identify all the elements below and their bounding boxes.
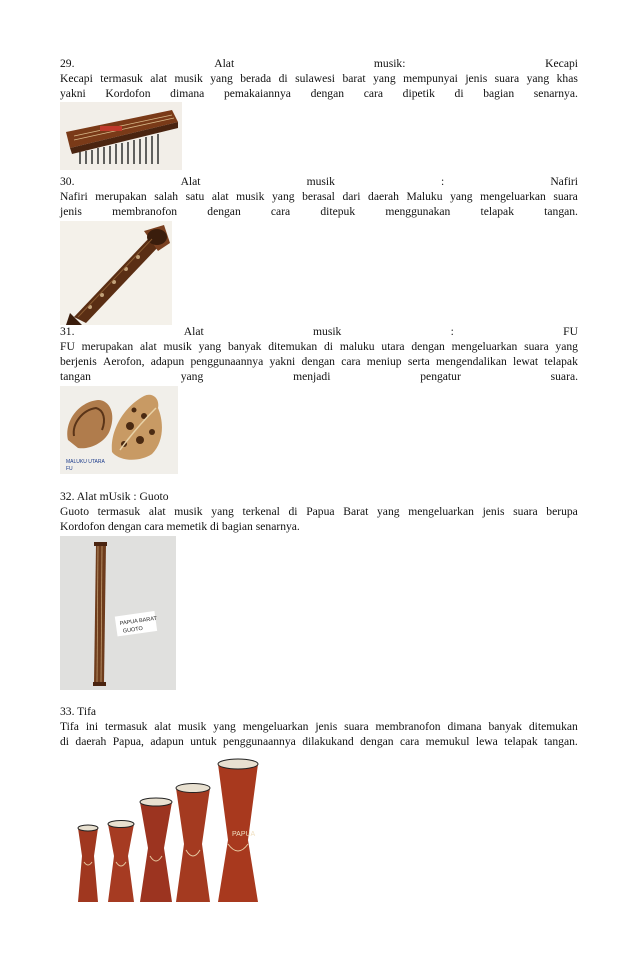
word: yakni	[269, 355, 296, 368]
body-line	[60, 204, 578, 219]
word: berasal	[302, 190, 335, 203]
word: dengan	[207, 205, 241, 218]
word: meniup	[366, 355, 402, 368]
kecapi-photo	[60, 102, 182, 170]
word: yang	[211, 505, 234, 518]
word: jenis	[465, 72, 488, 85]
word: di	[278, 72, 288, 85]
word: banyak	[227, 340, 262, 353]
word: telapak	[504, 735, 538, 748]
word: suara.	[550, 370, 578, 383]
word: alat	[154, 720, 172, 733]
word: tangan	[60, 370, 91, 383]
word: cara	[399, 735, 420, 748]
body-line	[60, 369, 578, 384]
word: dipetik	[402, 87, 435, 100]
body-line	[60, 504, 578, 519]
word: merupakan	[95, 190, 147, 203]
word: lewat	[513, 355, 539, 368]
word: cara	[270, 205, 291, 218]
entry-heading	[60, 174, 578, 189]
body-line	[60, 339, 578, 354]
word: musik	[174, 72, 203, 85]
word: di	[454, 87, 464, 100]
word: dengan	[310, 87, 345, 100]
word: yang	[180, 370, 204, 383]
word: banyak	[488, 720, 522, 733]
word: yang	[526, 72, 550, 85]
body-line	[60, 734, 578, 749]
body-line: Kordofon dengan cara memetik di bagian senarnya.	[60, 520, 300, 533]
photo-caption: GUOTO	[122, 625, 144, 635]
word: alat	[150, 72, 167, 85]
word: berada	[240, 72, 272, 85]
word: dengan	[301, 355, 335, 368]
heading-word: FU	[563, 325, 578, 338]
word: dengan	[360, 735, 394, 748]
word: suara	[553, 190, 578, 203]
word: ditemukan	[528, 720, 578, 733]
word: ini	[85, 720, 99, 733]
entry-33	[60, 704, 578, 749]
tifa-photo	[60, 752, 270, 904]
word: serta	[407, 355, 430, 368]
word: Kecapi	[60, 72, 93, 85]
word: musik	[236, 190, 265, 203]
word: satu	[185, 190, 205, 203]
heading-word: musik:	[373, 57, 406, 70]
word: dimana	[170, 87, 205, 100]
word: yang	[210, 72, 233, 85]
heading-word: 30.	[60, 175, 75, 188]
word: dilakukand	[302, 735, 354, 748]
word: jenis	[315, 720, 338, 733]
word: khas	[556, 72, 578, 85]
word: bagian	[483, 87, 515, 100]
body-line	[60, 719, 578, 734]
word: jenis	[482, 505, 505, 518]
body-line	[60, 189, 578, 204]
entry-heading: 32. Alat mUsik : Guoto	[60, 490, 169, 503]
entry-heading	[60, 56, 578, 71]
word: ditemukan	[268, 340, 318, 353]
word: mengeluarkan	[242, 720, 309, 733]
drum-label: PAPUA	[232, 831, 256, 838]
photo-caption: MALUKU UTARA	[66, 459, 105, 465]
word: Tifa	[60, 720, 79, 733]
word: suara	[344, 720, 369, 733]
body-line	[60, 71, 578, 86]
heading-word: :	[450, 325, 454, 338]
word: berupa	[546, 505, 578, 518]
word: cara	[341, 355, 361, 368]
word: menggunakan	[385, 205, 451, 218]
word: penggunaannya	[223, 735, 296, 748]
word: cara	[363, 87, 384, 100]
word: yang	[555, 340, 578, 353]
heading-word: Nafiri	[550, 175, 578, 188]
word: suara	[513, 505, 538, 518]
guoto-photo	[60, 536, 176, 690]
word: Papua,	[112, 735, 144, 748]
word: mengeluarkan	[480, 190, 546, 203]
word: memukul	[425, 735, 470, 748]
word: Nafiri	[60, 190, 88, 203]
word: Guoto	[60, 505, 89, 518]
heading-word: musik	[306, 175, 335, 188]
word: Maluku	[406, 190, 443, 203]
word: mengeluarkan	[408, 505, 474, 518]
nafiri-photo	[60, 221, 172, 325]
word: jenis	[60, 205, 82, 218]
word: mengendalikan	[435, 355, 507, 368]
word: daerah	[75, 735, 107, 748]
word: yang	[377, 505, 400, 518]
word: pengatur	[420, 370, 461, 383]
entry-29	[60, 56, 578, 101]
body-line	[60, 86, 578, 101]
word: alat	[148, 505, 166, 518]
word: telapak	[544, 355, 578, 368]
word: Barat	[343, 505, 369, 518]
heading-word: Kecapi	[545, 57, 578, 70]
word: yang	[272, 190, 295, 203]
word: tangan.	[544, 735, 578, 748]
heading-word: musik	[313, 325, 342, 338]
word: yang	[213, 720, 236, 733]
word: membranofon	[112, 205, 178, 218]
word: di	[60, 735, 70, 748]
heading-word: Alat	[183, 325, 204, 338]
word: dari	[342, 190, 361, 203]
fu-photo	[60, 386, 178, 474]
word: alat	[211, 190, 229, 203]
word: terkenal	[242, 505, 280, 518]
entry-30	[60, 174, 578, 219]
word: adapun	[150, 735, 184, 748]
word: penggunaannya	[190, 355, 264, 368]
word: yang	[373, 72, 396, 85]
word: dengan	[411, 340, 445, 353]
word: yang	[198, 340, 222, 353]
entry-32	[60, 489, 578, 534]
entry-31	[60, 324, 578, 384]
word: tangan.	[544, 205, 578, 218]
word: dimana	[447, 720, 482, 733]
word: adapun	[150, 355, 185, 368]
word: yang	[450, 190, 473, 203]
word: salah	[154, 190, 179, 203]
word: utara	[381, 340, 405, 353]
photo-caption: PAPUA BARAT	[119, 615, 158, 627]
word: merupakan	[81, 340, 134, 353]
word: lewa	[475, 735, 498, 748]
word: mempunyai	[403, 72, 458, 85]
word: berjenis	[60, 355, 97, 368]
word: mengeluarkan	[451, 340, 518, 353]
word: termasuk	[104, 720, 148, 733]
word: menjadi	[293, 370, 331, 383]
word: suara	[524, 340, 549, 353]
word: Aerofon,	[102, 355, 145, 368]
heading-word: 31.	[60, 325, 75, 338]
word: suara	[494, 72, 520, 85]
word: ditepuk	[320, 205, 356, 218]
word: yakni	[60, 87, 86, 100]
heading-word: Alat	[180, 175, 201, 188]
word: alat	[139, 340, 157, 353]
word: untuk	[190, 735, 217, 748]
word: sulawesi	[295, 72, 336, 85]
heading-word: :	[441, 175, 445, 188]
word: maluku	[339, 340, 375, 353]
entry-heading: 33. Tifa	[60, 705, 97, 718]
word: termasuk	[97, 505, 141, 518]
word: musik	[174, 505, 203, 518]
heading-word: 29.	[60, 57, 75, 70]
word: senarnya.	[533, 87, 578, 100]
word: daerah	[368, 190, 399, 203]
word: musik	[163, 340, 192, 353]
photo-caption: FU	[66, 466, 73, 472]
word: barat	[342, 72, 366, 85]
body-line	[60, 354, 578, 369]
word: termasuk	[100, 72, 143, 85]
word: telapak	[480, 205, 514, 218]
heading-word: Alat	[214, 57, 235, 70]
word: di	[288, 505, 298, 518]
word: Kordofon	[105, 87, 151, 100]
entry-heading	[60, 324, 578, 339]
word: musik	[178, 720, 207, 733]
word: membranofon	[375, 720, 441, 733]
word: pemakaiannya	[223, 87, 291, 100]
word: di	[324, 340, 334, 353]
word: Papua	[306, 505, 335, 518]
word: FU	[60, 340, 75, 353]
